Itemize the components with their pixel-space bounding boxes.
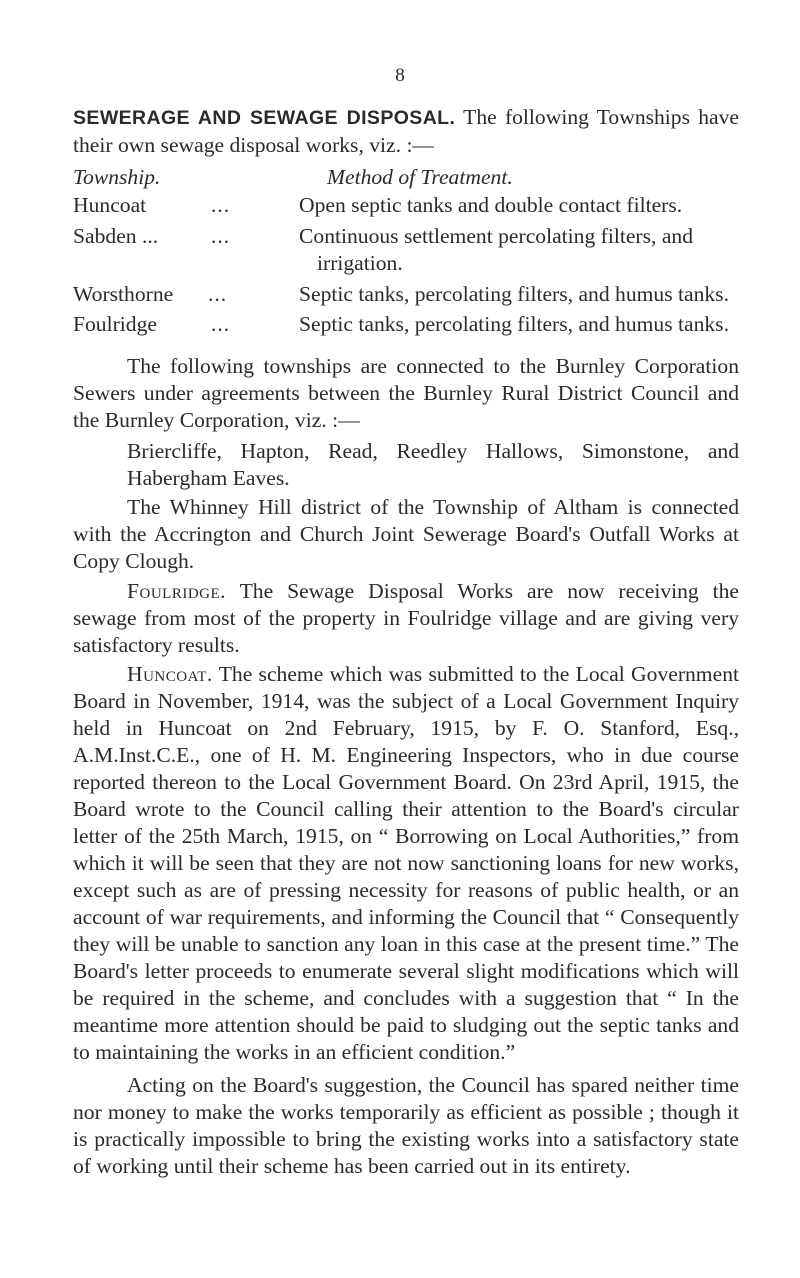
treatment-method: Continuous settlement percolating filters, and irrigation. xyxy=(299,224,694,275)
acting-paragraph: Acting on the Board's suggestion, the Council has spared neither time nor money to make the works temporarily as efficient as possible ; though it is practically impossible to bring the existing works into a satisfactory state of working until their scheme has been carried out in its entirety. xyxy=(73,1073,739,1178)
treatment-method: Septic tanks, percolating filters, and humus tanks. xyxy=(299,312,729,336)
connected-paragraph: The following townships are connected to the Burnley Corporation Sewers under agreements between the Burnley Rural District Council and the Burnley Corporation, viz. :— xyxy=(73,354,739,432)
page-number: 8 xyxy=(395,65,405,86)
huncoat-paragraph: Huncoat. The scheme which was submitted to the Local Government Board in November, 1914, was the subject of a Local Government Inquiry held in Huncoat on 2nd February, 1915, by F. O. Stanford, Esq., A.M.Inst.C.E., one of H. M. Engineering Inspectors, who in due course reported thereon to the Local Government Board. On 23rd April, 1915, the Board wrote to the Council calling their attention to the Board's circular letter of the 25th March, 1915, on “ Borrowing on Local Authorities,” from which it will be seen that they are not now sanctioning loans for new works, except such as are of pressing necessity for reasons of public health, or an account of war requirements, and informing the Council that “ Consequently they will be unable to sanction any loan in this case at the present time.” The Board's letter proceeds to enumerate several slight modifications which will be required in the scheme, and concludes with a suggestion that “ In the meantime more attention should be paid to sludging out the septic tanks and to maintaining the works in an efficient condition.” xyxy=(73,662,739,1064)
township-name: Huncoat ... xyxy=(73,193,231,217)
treatment-method: Septic tanks, percolating filters, and humus tanks. xyxy=(299,282,729,306)
township-name: Foulridge ... xyxy=(73,312,231,336)
whinney-paragraph: The Whinney Hill district of the Township of Altham is connected with the Accrington and Church Joint Sewerage Board's Outfall Works at Copy Clough. xyxy=(73,495,739,573)
foulridge-paragraph: Foulridge. The Sewage Disposal Works are now receiving the sewage from most of the property in Foulridge village and are giving very satisfactory results. xyxy=(73,579,739,657)
township-name: Sabden ... ... xyxy=(73,224,231,248)
column-header-township: Township. xyxy=(73,165,161,189)
intro-paragraph xyxy=(73,104,739,159)
column-header-method: Method of Treatment. xyxy=(327,165,513,189)
connected-townships-list: Briercliffe, Hapton, Read, Reedley Hallows, Simonstone, and Habergham Eaves. xyxy=(127,439,739,490)
intro-text: The following Townships have their own sewage disposal works, viz. :— xyxy=(73,105,739,157)
treatment-method: Open septic tanks and double contact filters. xyxy=(299,193,683,217)
foulridge-lead: Foulridge. xyxy=(127,579,227,603)
township-name: Worsthorne ... xyxy=(73,282,228,306)
section-heading: SEWERAGE AND SEWAGE DISPOSAL. xyxy=(73,107,456,129)
huncoat-lead: Huncoat. xyxy=(127,662,213,686)
